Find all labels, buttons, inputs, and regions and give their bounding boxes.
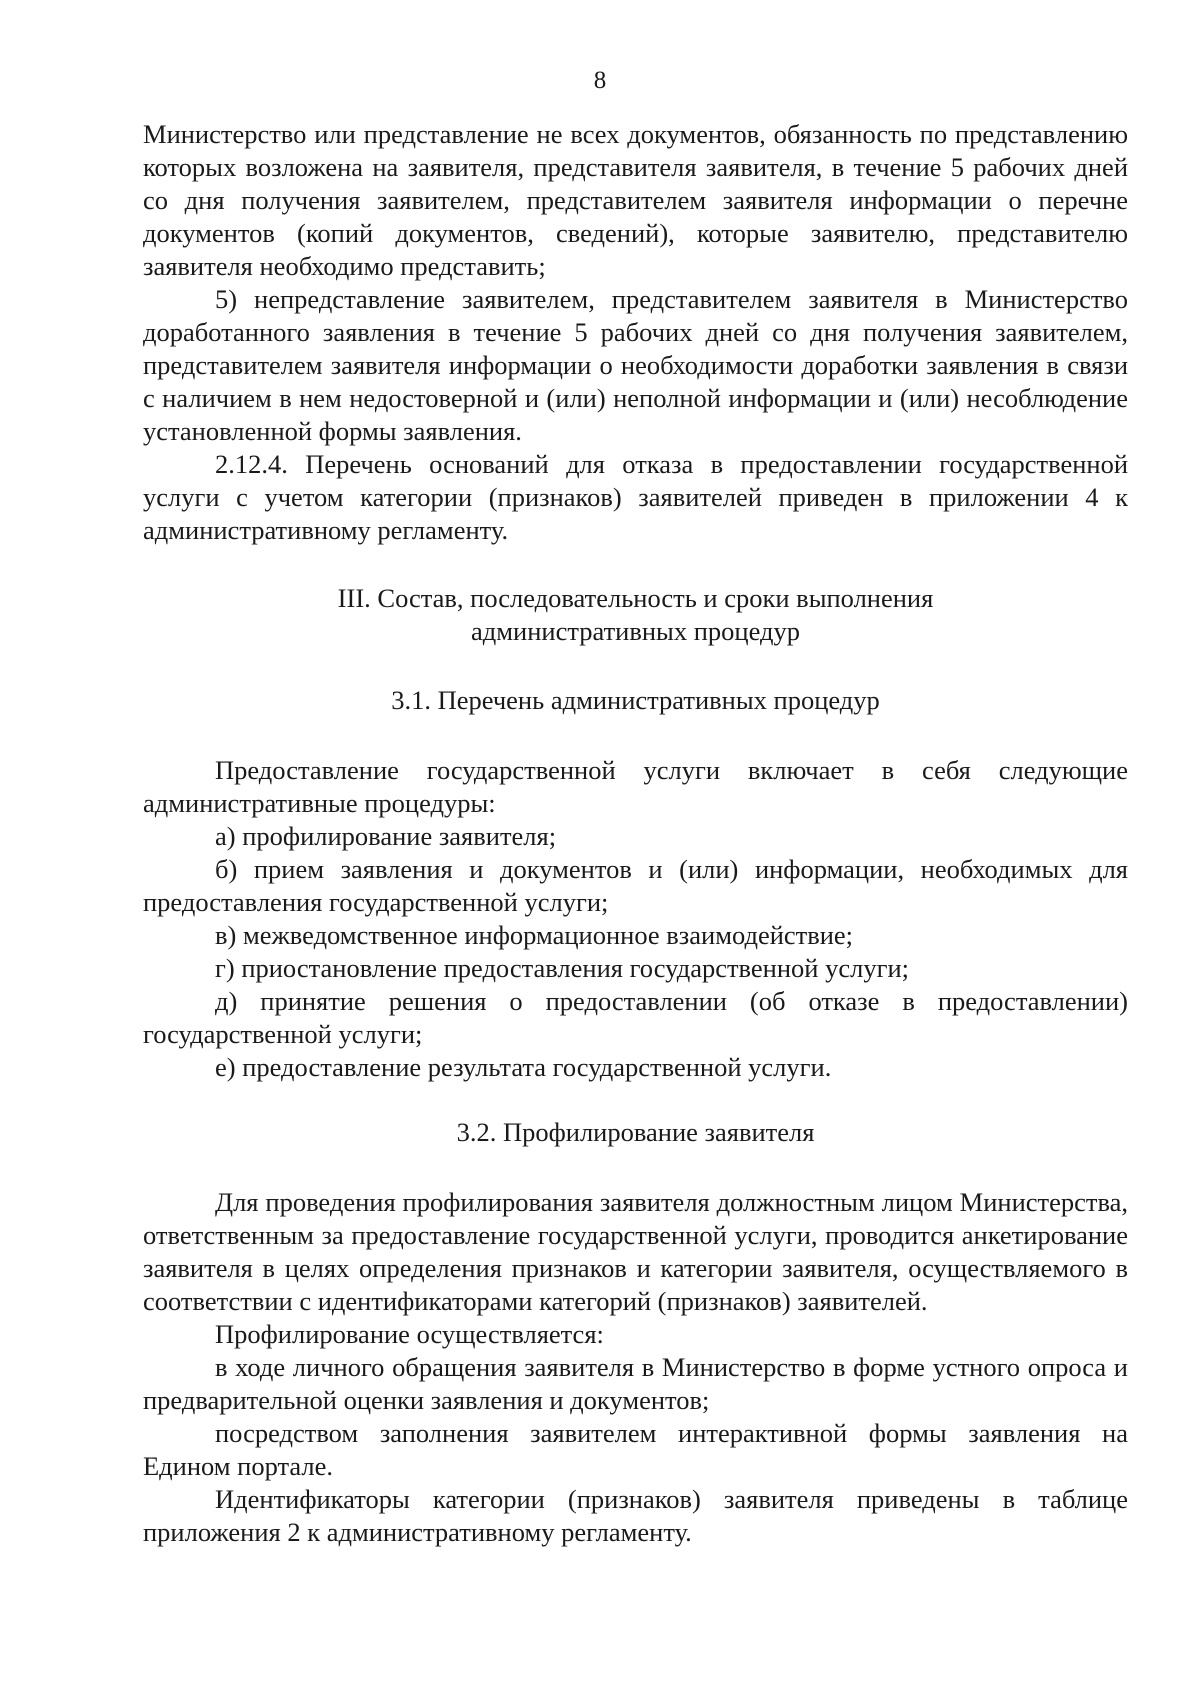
section-3-1-title: 3.1. Перечень административных процедур (391, 685, 880, 715)
paragraph-procedures-intro: Предоставление государственной услуги включает в себя следующие административные процедуры: (143, 755, 1128, 818)
list-item-d: д) принятие решения о предоставлении (об отказе в предоставлении) государственной услуги; (143, 986, 1128, 1049)
section-3-title-line2: административных процедур (471, 616, 800, 646)
section-3-2-title: 3.2. Профилирование заявителя (456, 1117, 815, 1147)
list-item-g: г) приостановление предоставления государственной услуги; (215, 953, 909, 983)
page-number: 8 (593, 67, 607, 94)
paragraph-identifiers: Идентификаторы категории (признаков) заявителя приведены в таблице приложения 2 к административному регламенту. (143, 1484, 1128, 1547)
document-body (143, 118, 1128, 1549)
list-item-e: е) предоставление результата государственной услуги. (215, 1052, 832, 1082)
paragraph-profiling-methods: Профилирование осуществляется: (215, 1319, 604, 1349)
list-item-v: в) межведомственное информационное взаимодействие; (215, 920, 854, 950)
paragraph-continuation: Министерство или представление не всех документов, обязанность по представлению которых возложена на заявителя, представителя заявителя, в течение 5 рабочих дней со дня получения заявителем, представителем заявителя информации о перечне документов (копий документов, сведений), которые заявителю, представителю заявителя необходимо представить; (143, 119, 1128, 281)
section-3-title (143, 582, 1128, 648)
paragraph-item-5: 5) непредставление заявителем, представителем заявителя в Министерство доработанного заявления в течение 5 рабочих дней со дня получения заявителем, представителем заявителя информации о необходимости доработки заявления в связи с наличием в нем недостоверной и (или) неполной информации и (или) несоблюдение установленной формы заявления. (143, 284, 1128, 446)
list-item-b: б) прием заявления и документов и (или) информации, необходимых для предоставления государственной услуги; (143, 854, 1128, 917)
paragraph-online-form: посредством заполнения заявителем интерактивной формы заявления на Едином портале. (143, 1418, 1128, 1481)
paragraph-profiling-purpose: Для проведения профилирования заявителя должностным лицом Министерства, ответственным за предоставление государственной услуги, проводится анкетирование заявителя в целях определения признаков и категории заявителя, осуществляемого в соответствии с идентификаторами категорий (признаков) заявителей. (143, 1187, 1128, 1316)
paragraph-in-person: в ходе личного обращения заявителя в Министерство в форме устного опроса и предварительной оценки заявления и документов; (143, 1352, 1128, 1415)
section-3-title-line1: III. Состав, последовательность и сроки выполнения (337, 583, 934, 613)
paragraph-2-12-4: 2.12.4. Перечень оснований для отказа в предоставлении государственной услуги с учетом категории (признаков) заявителей приведен в приложении 4 к административному регламенту. (143, 449, 1128, 545)
list-item-a: а) профилирование заявителя; (215, 821, 557, 851)
